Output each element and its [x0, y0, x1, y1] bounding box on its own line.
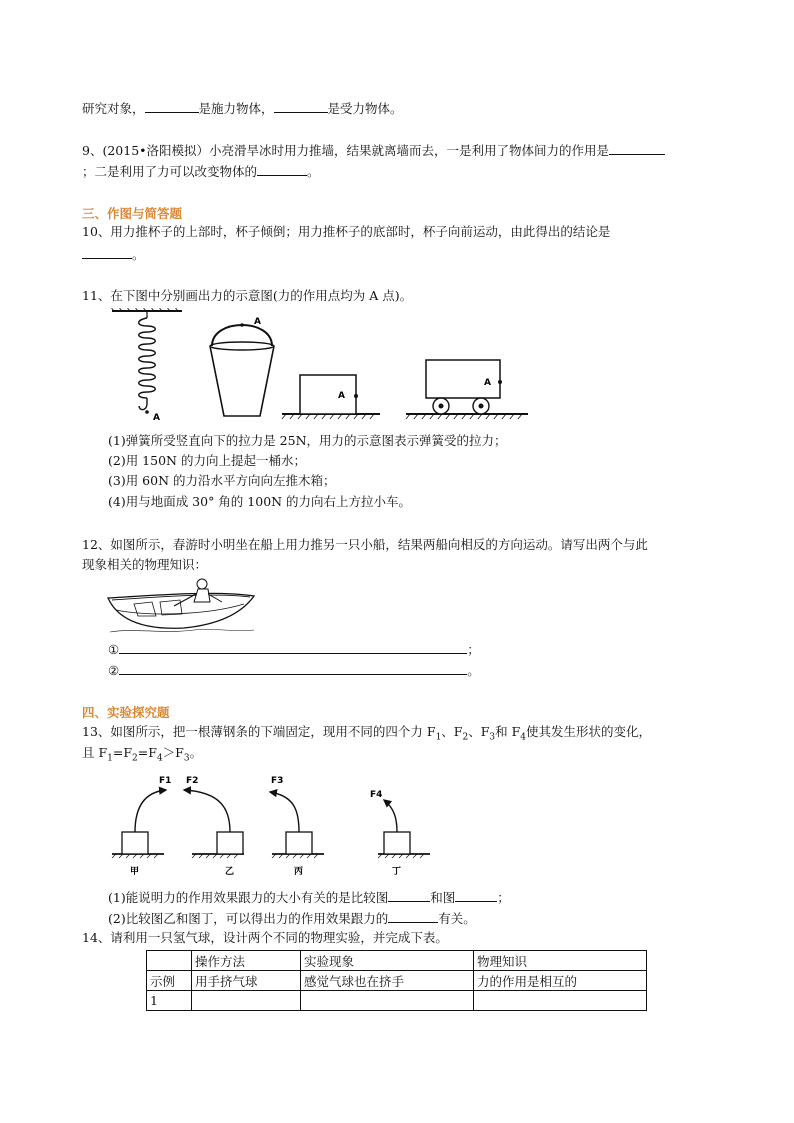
q12-marker-1: ①: [108, 642, 120, 657]
q12-end-2: 。: [467, 663, 480, 678]
q13-blank-2[interactable]: [455, 888, 497, 902]
table-cell: 感觉气球也在挤手: [301, 971, 474, 991]
spring-point-label: A: [153, 413, 160, 423]
q13-l2-c: =F: [137, 745, 157, 760]
q10-blank[interactable]: [82, 245, 132, 259]
bucket-figure: [210, 317, 274, 416]
section-4-title: 四、实验探究题: [82, 705, 170, 720]
q10-text-1: 10、用力推杯子的上部时，杯子倾倒；用力推杯子的底部时，杯子向前运动，由此得出的结论是: [82, 224, 611, 239]
table-header-cell: 操作方法: [192, 951, 301, 971]
q13-l1-sub3: 3: [489, 732, 496, 743]
q13-item1-b: 和图: [430, 890, 456, 905]
q12-blank-1[interactable]: [119, 640, 467, 654]
q13-l2-e: 。: [189, 745, 203, 760]
q12-answer-1: [108, 640, 480, 658]
force-label-f2: F2: [186, 776, 199, 786]
table-header-cell: 物理知识: [474, 951, 647, 971]
q14-prompt: 14、请利用一只氢气球，设计两个不同的物理实验，并完成下表。: [82, 930, 448, 945]
box-figure: [282, 375, 380, 419]
fig-yi: [184, 776, 244, 877]
q13-l2-d: ＞F: [162, 745, 184, 760]
q9-blank-2[interactable]: [257, 162, 307, 176]
q9-line-2: [82, 162, 320, 180]
q12-answer-2: [108, 661, 480, 679]
q13-line-1: [82, 724, 651, 746]
table-cell: 用手挤气球: [192, 971, 301, 991]
q13-l1-d: 和 F: [495, 724, 521, 739]
q8-text-1: 研究对象，: [82, 101, 145, 116]
force-label-f1: F1: [159, 776, 172, 786]
q13-l1-sub2: 2: [462, 732, 469, 743]
table-row: [147, 991, 647, 1011]
table-header-cell: 实验现象: [301, 951, 474, 971]
fig-ding: [370, 790, 430, 877]
fig-label-jia: 甲: [130, 867, 140, 877]
q8-text-2: 是施力物体，: [198, 101, 274, 116]
spring-figure: [110, 308, 182, 423]
table-cell: 力的作用是相互的: [474, 971, 647, 991]
table-cell[interactable]: [192, 991, 301, 1011]
q9-text-2: ；二是利用了力可以改变物体的: [82, 164, 258, 179]
q10-line-2: [82, 245, 145, 263]
fig-label-yi: 乙: [225, 867, 235, 877]
q13-l1-e: 使其发生形状的变化，: [526, 724, 652, 739]
q11-item-4: (4)用与地面成 30° 角的 100N 的力向右上方拉小车。: [108, 494, 412, 509]
cart-point-label: A: [484, 378, 491, 388]
q13-line-2: [82, 745, 202, 767]
q12-blank-2[interactable]: [119, 661, 467, 675]
q13-item-1: [108, 888, 510, 906]
box-point-label: A: [338, 391, 345, 401]
q12-line-2: 现象相关的物理知识：: [82, 557, 208, 572]
table-header-cell: [147, 951, 192, 971]
fig-bing: [270, 776, 324, 877]
fig-label-bing: 丙: [294, 867, 304, 877]
table-header-row: [147, 951, 647, 971]
q8-text-3: 是受力物体。: [327, 101, 403, 116]
q12-marker-2: ②: [108, 663, 120, 678]
q9-text-1: 9、(2015•洛阳模拟）小亮滑旱冰时用力推墙，结果就离墙而去，一是利用了物体间力的作用是: [82, 143, 610, 158]
q13-blank-1[interactable]: [388, 888, 430, 902]
q12-end-1: ；: [467, 642, 480, 657]
q13-l1-sub1: 1: [435, 732, 442, 743]
force-label-f4: F4: [370, 790, 383, 800]
section-3-title: 三、作图与简答题: [82, 206, 183, 221]
q10-line-1: [82, 224, 610, 240]
q13-l1-sub4: 4: [520, 732, 527, 743]
bucket-point-label: A: [254, 317, 261, 327]
table-row: [147, 971, 647, 991]
q11-item-2: (2)用 150N 的力向上提起一桶水；: [108, 453, 306, 468]
table-cell[interactable]: [474, 991, 647, 1011]
force-label-f3: F3: [271, 776, 284, 786]
q13-l2-sub2: 2: [132, 753, 138, 764]
q8-blank-2[interactable]: [274, 99, 328, 113]
q9-line-1: [82, 141, 665, 159]
q13-item2-a: (2)比较图乙和图丁，可以得出力的作用效果跟力的: [108, 911, 389, 926]
q13-l1-b: 、F: [441, 724, 463, 739]
q13-item-2: [108, 909, 476, 927]
q9-blank-1[interactable]: [609, 141, 665, 155]
q13-item2-b: 有关。: [438, 911, 476, 926]
q13-l2-a: 且 F: [82, 745, 108, 760]
q9-text-3: 。: [307, 164, 320, 179]
q8-tail-line: [82, 99, 403, 117]
q13-l2-sub4: 4: [156, 753, 163, 764]
q13-l2-sub1: 1: [107, 753, 113, 764]
q12-line-1: 12、如图所示，春游时小明坐在船上用力推另一只小船，结果两船向相反的方向运动。请写出两个与此: [82, 537, 648, 552]
table-cell: 1: [147, 991, 192, 1011]
table-cell: 示例: [147, 971, 192, 991]
q11-prompt: 11、在下图中分别画出力的示意图(力的作用点均为 A 点)。: [82, 288, 413, 303]
q13-figures: [108, 770, 438, 880]
q13-l1-a: 13、如图所示，把一根薄钢条的下端固定，现用不同的四个力 F: [82, 724, 436, 739]
q11-item-3: (3)用 60N 的力沿水平方向向左推木箱；: [108, 473, 336, 488]
q11-figures: [108, 308, 528, 426]
cart-figure: [406, 360, 528, 419]
q13-l1-c: 、F: [468, 724, 490, 739]
q10-text-2: 。: [132, 247, 145, 262]
q13-blank-3[interactable]: [388, 909, 438, 923]
q13-item1-c: ；: [497, 890, 510, 905]
q13-l2-b: =F: [112, 745, 133, 760]
q14-table: [146, 950, 647, 1011]
fig-jia: [112, 776, 171, 877]
q13-l2-sub3: 3: [183, 753, 190, 764]
table-cell[interactable]: [301, 991, 474, 1011]
boat-figure: [104, 576, 260, 636]
q11-item-1: (1)弹簧所受竖直向下的拉力是 25N，用力的示意图表示弹簧受的拉力；: [108, 433, 507, 448]
q8-blank-1[interactable]: [145, 99, 199, 113]
q13-item1-a: (1)能说明力的作用效果跟力的大小有关的是比较图: [108, 890, 389, 905]
fig-label-ding: 丁: [392, 867, 402, 877]
